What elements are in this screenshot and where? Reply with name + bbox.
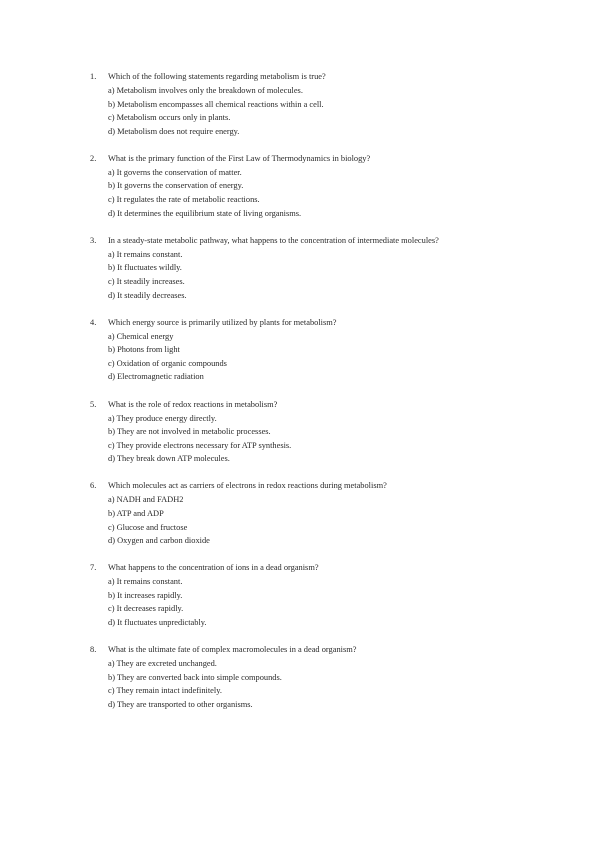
question-text: Which of the following statements regarding metabolism is true? xyxy=(108,72,326,81)
answer-option-a: a) Metabolism involves only the breakdown of molecules. xyxy=(108,86,303,95)
answer-option-c: c) Oxidation of organic compounds xyxy=(108,358,227,368)
question-text: What is the role of redox reactions in metabolism? xyxy=(108,399,278,409)
answer-option-b: b) It increases rapidly. xyxy=(108,590,183,600)
question-number: 8. xyxy=(90,645,97,655)
answer-option-c: c) Metabolism occurs only in plants. xyxy=(108,113,231,123)
question-text: What happens to the concentration of ions in a dead organism? xyxy=(108,563,319,573)
question-number: 5. xyxy=(90,399,97,409)
question-text: Which molecules act as carriers of electrons in redox reactions during metabolism? xyxy=(108,481,387,491)
question-text: What is the ultimate fate of complex macromolecules in a dead organism? xyxy=(108,645,357,655)
question-7 xyxy=(90,561,560,629)
answer-option-c: c) It steadily increases. xyxy=(108,276,185,286)
question-number: 7. xyxy=(90,563,97,573)
question-stem xyxy=(90,152,560,166)
answer-option-b: b) They are not involved in metabolic processes. xyxy=(108,427,271,437)
question-stem xyxy=(90,561,560,575)
question-number: 4. xyxy=(90,317,97,327)
answer-option-a: a) Chemical energy xyxy=(108,331,174,341)
question-text: In a steady-state metabolic pathway, what happens to the concentration of intermediate molecules? xyxy=(108,235,439,245)
answer-option-d: d) Metabolism does not require energy. xyxy=(108,126,240,136)
question-stem xyxy=(90,479,560,493)
answer-option-b: b) Photons from light xyxy=(108,345,180,355)
question-8 xyxy=(90,643,560,711)
question-text: Which energy source is primarily utilized by plants for metabolism? xyxy=(108,317,337,327)
question-stem xyxy=(90,234,560,248)
answer-option-c: c) They provide electrons necessary for ATP synthesis. xyxy=(108,440,292,450)
question-stem xyxy=(90,643,560,657)
answer-option-b: b) They are converted back into simple compounds. xyxy=(108,672,282,682)
answer-option-c: c) They remain intact indefinitely. xyxy=(108,686,222,696)
question-5 xyxy=(90,398,560,466)
answer-option-a: a) It remains constant. xyxy=(108,577,183,587)
answer-option-c: c) Glucose and fructose xyxy=(108,522,188,532)
question-3 xyxy=(90,234,560,302)
answer-option-a: a) NADH and FADH2 xyxy=(108,495,184,505)
answer-option-a: a) It remains constant. xyxy=(108,249,183,259)
answer-option-a: a) It governs the conservation of matter. xyxy=(108,167,242,177)
question-stem xyxy=(90,316,560,330)
question-number: 1. xyxy=(90,72,97,81)
question-number: 2. xyxy=(90,153,97,163)
answer-option-b: b) ATP and ADP xyxy=(108,508,164,518)
answer-option-d: d) They are transported to other organisms. xyxy=(108,699,253,709)
question-stem xyxy=(90,70,560,84)
answer-option-b: b) It governs the conservation of energy. xyxy=(108,181,244,191)
answer-option-b: b) It fluctuates wildly. xyxy=(108,263,182,273)
question-2 xyxy=(90,152,560,220)
question-stem xyxy=(90,398,560,412)
answer-option-a: a) They produce energy directly. xyxy=(108,413,217,423)
answer-option-d: d) Electromagnetic radiation xyxy=(108,372,204,382)
answer-option-d: d) They break down ATP molecules. xyxy=(108,454,230,464)
answer-option-d: d) It steadily decreases. xyxy=(108,290,187,300)
question-text: What is the primary function of the First Law of Thermodynamics in biology? xyxy=(108,153,371,163)
question-4 xyxy=(90,316,560,384)
answer-option-d: d) It determines the equilibrium state of living organisms. xyxy=(108,208,302,218)
answer-option-a: a) They are excreted unchanged. xyxy=(108,659,217,669)
question-list xyxy=(90,70,560,725)
answer-option-b: b) Metabolism encompasses all chemical reactions within a cell. xyxy=(108,99,324,109)
question-1 xyxy=(90,70,560,138)
answer-option-c: c) It decreases rapidly. xyxy=(108,604,184,614)
answer-option-d: d) Oxygen and carbon dioxide xyxy=(108,536,210,546)
question-6 xyxy=(90,479,560,547)
answer-option-c: c) It regulates the rate of metabolic reactions. xyxy=(108,195,260,205)
question-number: 6. xyxy=(90,481,97,491)
answer-option-d: d) It fluctuates unpredictably. xyxy=(108,618,207,628)
question-number: 3. xyxy=(90,235,97,245)
